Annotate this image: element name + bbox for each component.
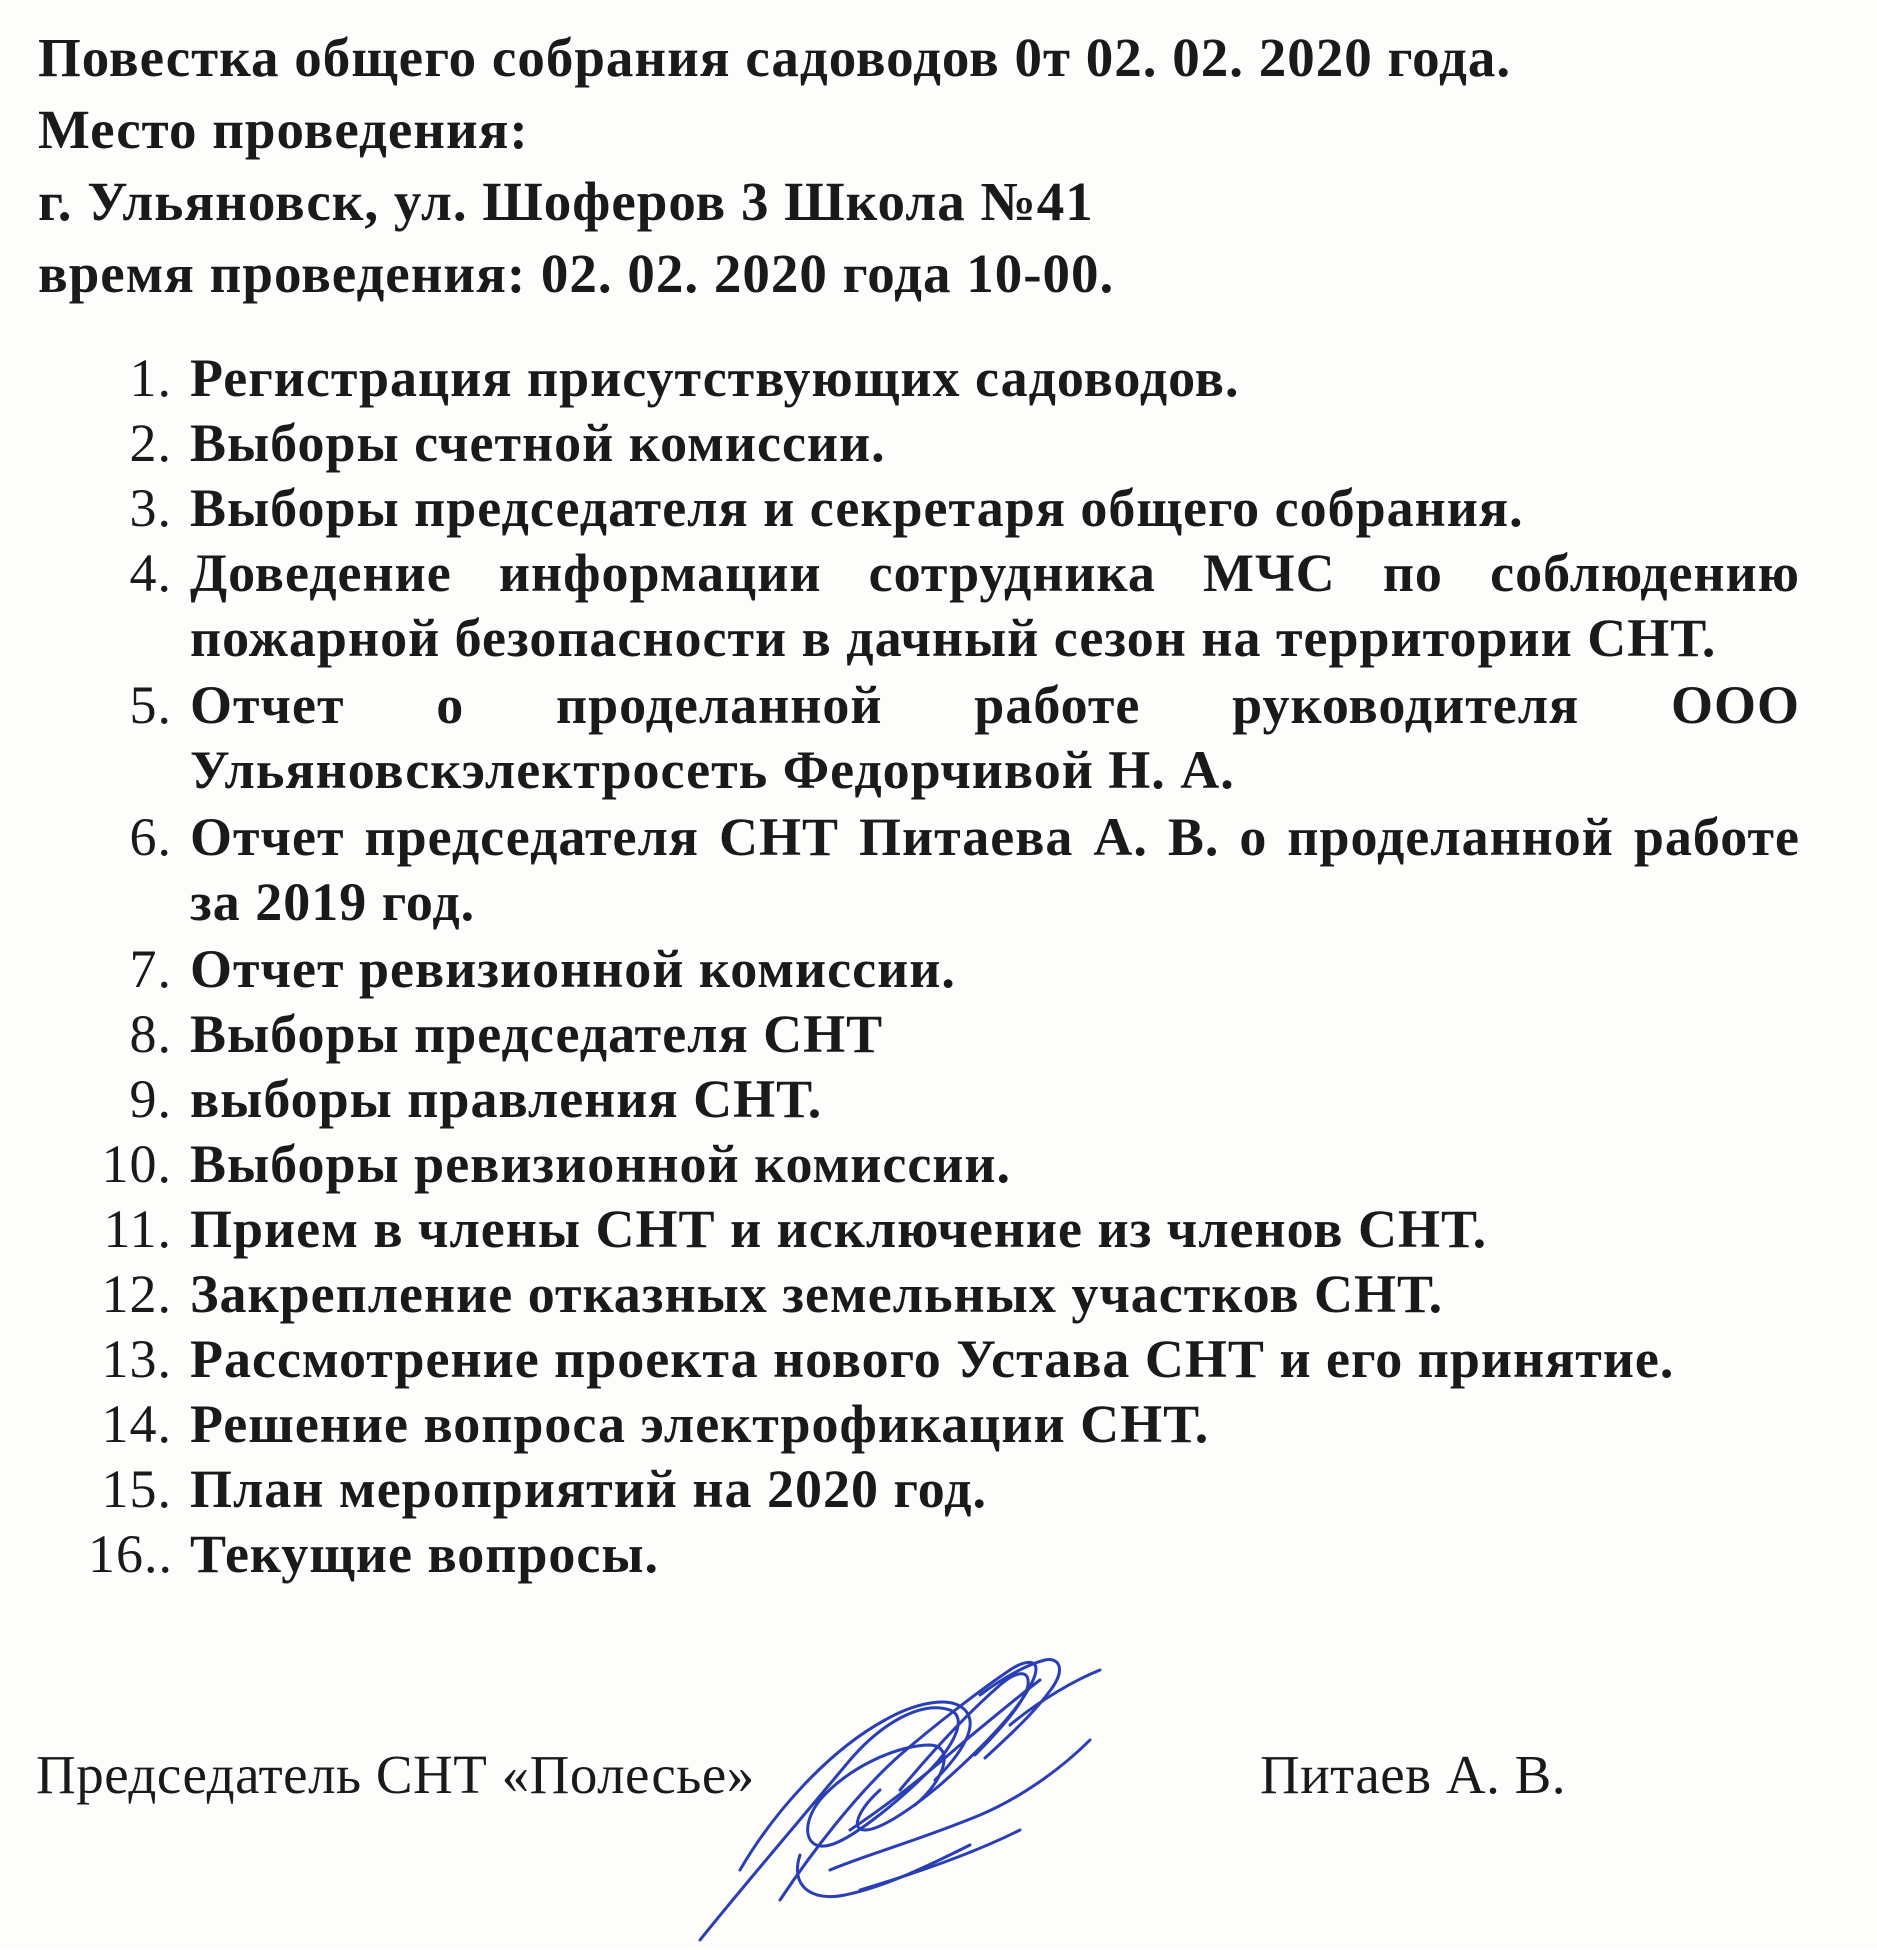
agenda-item [88,805,1800,935]
agenda-item-text: Текущие вопросы. [190,1524,660,1584]
agenda-item-number: 14. [101,1394,172,1454]
agenda-item-text: Регистрация присутствующих садоводов. [190,348,1240,408]
agenda-item [88,541,1800,671]
agenda-item-number: 6. [129,807,172,867]
handwritten-signature [680,1640,1140,1950]
agenda-item-number: 5. [129,675,172,735]
agenda-item-text: Рассмотрение проекта нового Устава СНТ и его принятие. [190,1329,1675,1389]
agenda-item-number: 11. [103,1199,172,1259]
agenda-item [88,1327,1800,1392]
agenda-item-text: Отчет о проделанной работе руководителя ООО Ульяновскэлектросеть Федорчивой Н. А. [190,675,1800,800]
agenda-item [88,1197,1800,1262]
agenda-item-number: 8. [129,1004,172,1064]
agenda-item-text: выборы правления СНТ. [190,1069,823,1129]
agenda-item-text: Доведение информации сотрудника МЧС по соблюдению пожарной безопасности в дачный сезон на территории СНТ. [190,543,1800,668]
agenda-item [88,1262,1800,1327]
header-venue-label: Место проведения: [38,99,529,160]
agenda-item-text: Отчет ревизионной комиссии. [190,939,956,999]
agenda-item [88,1457,1800,1522]
agenda-item [88,1392,1800,1457]
agenda-item [88,1132,1800,1197]
agenda-item-text: Прием в члены СНТ и исключение из членов СНТ. [190,1199,1488,1259]
agenda-item [88,411,1800,476]
agenda-item-number: 16.. [88,1524,173,1584]
signatory-name: Питаев А. В. [1260,1744,1567,1805]
agenda-item-number: 2. [129,413,172,473]
header-time: время проведения: 02. 02. 2020 года 10-00. [38,243,1115,304]
agenda-item [88,1067,1800,1132]
agenda-item-number: 7. [129,939,172,999]
agenda-item-number: 9. [129,1069,172,1129]
agenda-item-text: Выборы счетной комиссии. [190,413,886,473]
header-venue-address: г. Ульяновск, ул. Шоферов 3 Школа №41 [38,171,1094,232]
agenda-item [88,346,1800,411]
agenda-item-number: 15. [101,1459,172,1519]
agenda-item-number: 10. [101,1134,172,1194]
agenda-item [88,476,1800,541]
agenda-item [88,673,1800,803]
header-title: Повестка общего собрания садоводов 0т 02. 02. 2020 года. [38,27,1512,88]
document-header [38,22,1818,310]
agenda-item-text: План мероприятий на 2020 год. [190,1459,987,1519]
agenda-item-text: Решение вопроса электрофикации СНТ. [190,1394,1210,1454]
agenda-item [88,937,1800,1002]
agenda-item-text: Выборы председателя и секретаря общего собрания. [190,478,1524,538]
agenda-item-number: 1. [129,348,172,408]
agenda-list [88,346,1800,1587]
agenda-item [88,1522,1800,1587]
agenda-item-text: Закрепление отказных земельных участков СНТ. [190,1264,1444,1324]
agenda-item-number: 13. [101,1329,172,1389]
agenda-item-number: 3. [129,478,172,538]
agenda-item-text: Выборы председателя СНТ [190,1004,884,1064]
agenda-item [88,1002,1800,1067]
agenda-item-number: 12. [101,1264,172,1324]
agenda-item-text: Выборы ревизионной комиссии. [190,1134,1012,1194]
agenda-item-number: 4. [129,543,172,603]
agenda-item-text: Отчет председателя СНТ Питаева А. В. о проделанной работе за 2019 год. [190,807,1800,932]
signatory-position: Председатель СНТ «Полесье» [36,1744,755,1805]
